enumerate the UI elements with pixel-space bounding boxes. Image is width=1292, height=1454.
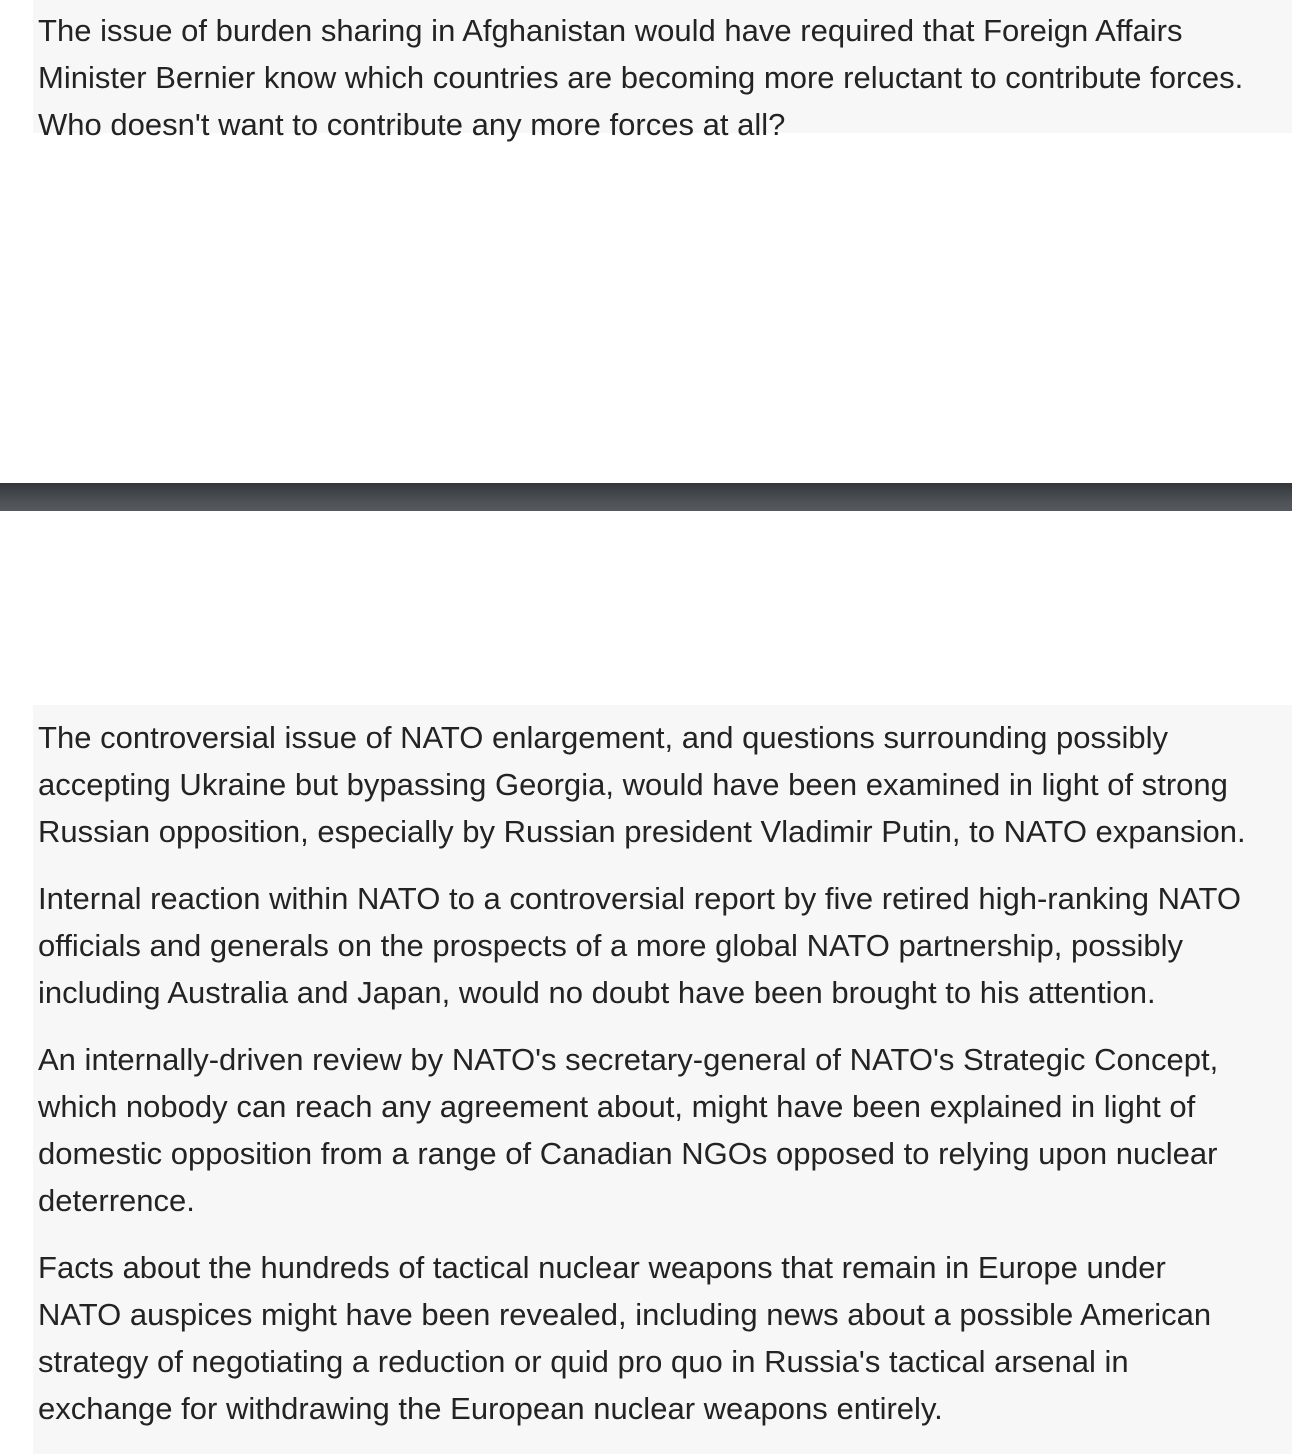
paragraph-internal-reaction: Internal reaction within NATO to a controversial report by five retired high-ranking NATO officials and generals on the prospects of a more global NATO partnership, possibly including Australia and Japan, would no doubt have been brought to his attention.	[38, 881, 1241, 1010]
paragraph-strategic-concept-review: An internally-driven review by NATO's secretary-general of NATO's Strategic Concept, which nobody can reach any agreement about, might have been explained in light of domestic opposition from a range of Canadian NGOs opposed to relying upon nuclear deterrence.	[38, 1042, 1219, 1218]
article-section-top	[33, 0, 1292, 142]
paragraph-tactical-nuclear-weapons: Facts about the hundreds of tactical nuclear weapons that remain in Europe under NATO auspices might have been revealed, including news about a possible American strategy of negotiating a reduction or quid pro quo in Russia's tactical arsenal in exchange for withdrawing the European nuclear weapons entirely.	[38, 1250, 1212, 1426]
paragraph-nato-enlargement: The controversial issue of NATO enlargement, and questions surrounding possibly accepting Ukraine but bypassing Georgia, would have been examined in light of strong Russian opposition, especially by Russian president Vladimir Putin, to NATO expansion.	[38, 720, 1246, 849]
article-section-bottom	[33, 705, 1292, 1454]
paragraph-burden-sharing: The issue of burden sharing in Afghanistan would have required that Foreign Affairs Minister Bernier know which countries are becoming more reluctant to contribute forces. Who doesn't want to contribute any more forces at all?	[38, 13, 1244, 142]
dark-divider-bar	[0, 483, 1292, 511]
